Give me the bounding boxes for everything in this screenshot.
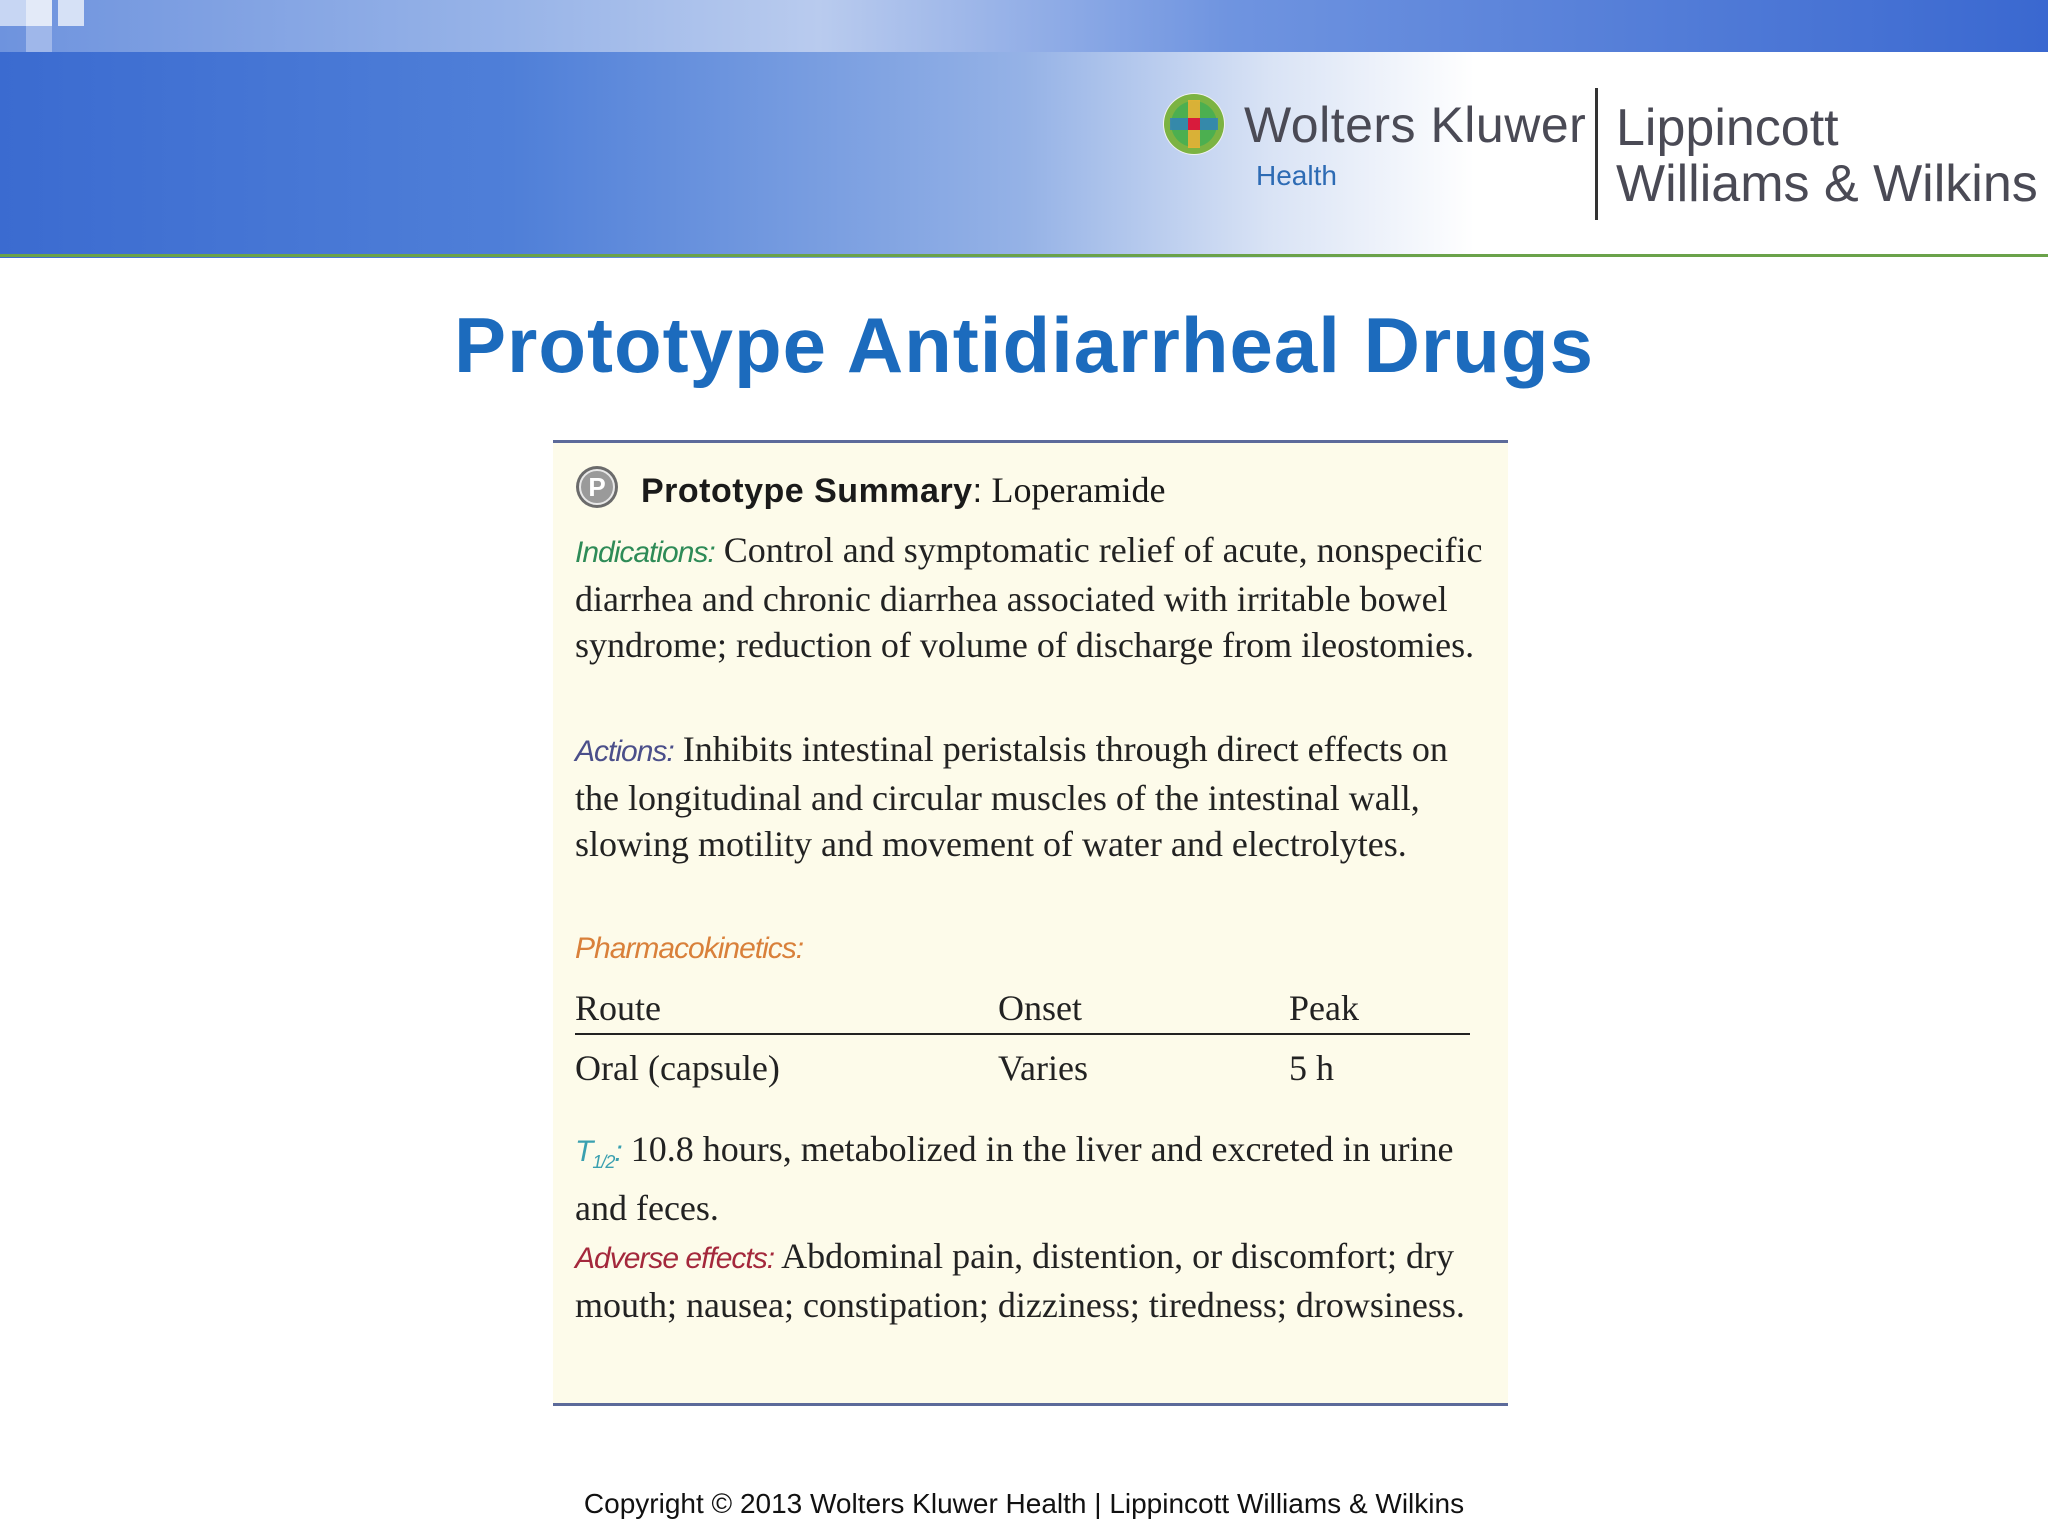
pharmacokinetics-label: Pharmacokinetics: <box>575 932 804 965</box>
halflife-label <box>575 1135 622 1172</box>
table-header-peak: Peak <box>1289 988 1359 1028</box>
summary-heading <box>641 469 1165 511</box>
table-row <box>575 1043 1470 1093</box>
badge-letter: P <box>588 472 606 502</box>
wolters-kluwer-logo-icon <box>1162 92 1226 156</box>
decorative-square <box>26 0 52 26</box>
table-header-onset: Onset <box>998 988 1082 1028</box>
publisher-name-line2: Williams & Wilkins <box>1616 155 2038 213</box>
banner-divider-line <box>0 254 2048 257</box>
pharmacokinetics-table <box>575 983 1470 1093</box>
decorative-square <box>26 26 52 52</box>
prototype-summary-box <box>553 440 1508 1406</box>
slide-title: Prototype Antidiarrheal Drugs <box>454 301 1594 389</box>
adverse-effects-label: Adverse effects: <box>575 1242 775 1275</box>
halflife-label-colon: : <box>614 1135 622 1168</box>
summary-heading-label: Prototype Summary <box>641 472 973 510</box>
table-cell-onset: Varies <box>998 1048 1088 1088</box>
indications-section <box>575 527 1495 668</box>
indications-label: Indications: <box>575 536 715 569</box>
decorative-square <box>58 0 84 26</box>
indications-text: Control and symptomatic relief of acute, nonspecific diarrhea and chronic diarrhea associated with irritable bowel syndrome; reduction of volume of discharge from ileostomies. <box>575 530 1483 665</box>
brand-subtitle: Health <box>1256 160 1337 191</box>
decorative-square <box>0 0 26 26</box>
halflife-label-sub: 1/2 <box>592 1152 615 1172</box>
actions-section <box>575 726 1495 867</box>
prototype-badge-icon <box>575 465 619 509</box>
header-banner <box>0 0 2048 258</box>
halflife-text: 10.8 hours, metabolized in the liver and excreted in urine and feces. <box>575 1129 1454 1228</box>
table-header-row <box>575 983 1470 1035</box>
table-header-route: Route <box>575 988 661 1028</box>
summary-heading-separator: : <box>972 472 983 510</box>
table-cell-peak: 5 h <box>1289 1048 1334 1088</box>
drug-name: Loperamide <box>991 470 1166 510</box>
logo-divider <box>1595 88 1598 220</box>
table-cell-route: Oral (capsule) <box>575 1048 780 1088</box>
adverse-effects-text: Abdominal pain, distention, or discomfort; dry mouth; nausea; constipation; dizziness; tiredness; drowsiness. <box>575 1236 1465 1325</box>
adverse-effects-section <box>575 1233 1495 1328</box>
pharmacokinetics-section <box>575 923 1495 972</box>
banner-top-strip <box>0 0 2048 52</box>
brand-name: Wolters Kluwer <box>1244 97 1587 153</box>
halflife-label-t: T <box>575 1135 593 1168</box>
copyright-footer: Copyright © 2013 Wolters Kluwer Health | Lippincott Williams & Wilkins <box>583 1488 1465 1519</box>
halflife-section <box>575 1126 1495 1231</box>
actions-text: Inhibits intestinal peristalsis through direct effects on the longitudinal and circular muscles of the intestinal wall, slowing motility and movement of water and electrolytes. <box>575 729 1448 864</box>
actions-label: Actions: <box>575 735 674 768</box>
publisher-name-line1: Lippincott <box>1616 99 1839 157</box>
